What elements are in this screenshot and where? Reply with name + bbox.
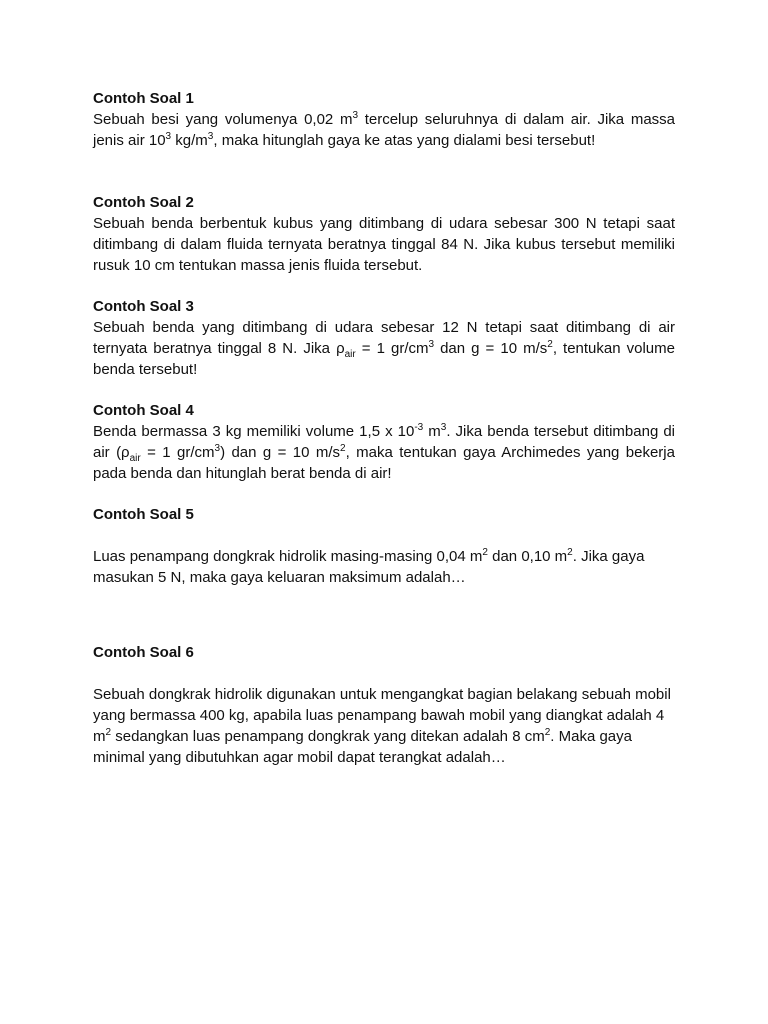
- problem-2: [93, 192, 675, 276]
- problem-4-text: Benda bermassa 3 kg memiliki volume 1,5 x $10^{-3}$ $m^3$. Jika benda tersebut ditimbang di air ($\rho_{air} = 1$ $gr/cm^3$) dan g = 10 $m/s^2$, maka tentukan gaya Archimedes yang bekerja pada benda dan hitunglah berat benda di air!: [93, 422, 676, 482]
- problem-3-text: Sebuah benda yang ditimbang di udara sebesar 12 N tetapi saat ditimbang di air ternyata beratnya tinggal 8 N. Jika $\rho_{air} = 1$ $gr/cm^3$ dan g = 10 $m/s^2$, tentukan volume benda tersebut!: [93, 319, 675, 378]
- problem-1-text: Sebuah besi yang volumenya 0,02 $m^3$ tercelup seluruhnya di dalam air. Jika massa jenis air $10^3$ $kg/m^3$, maka hitunglah gaya ke atas yang dialami besi tersebut!: [93, 110, 676, 149]
- problem-4: [93, 400, 675, 484]
- problem-6-text: Sebuah dongkrak hidrolik digunakan untuk mengangkat bagian belakang sebuah mobil yang bermassa 400 kg, apabila luas penampang bawah mobil yang diangkat adalah 4 $m^2$ sedangkan luas penampang dongkrak yang ditekan adalah 8 $cm^2$. Maka gaya minimal yang dibutuhkan agar mobil dapat terangkat adalah…: [93, 686, 671, 766]
- problem-5-title: Contoh Soal 5: [93, 506, 194, 523]
- problem-5: [93, 504, 675, 588]
- problem-2-text: Sebuah benda berbentuk kubus yang ditimbang di udara sebesar 300 N tetapi saat ditimbang di dalam fluida ternyata beratnya tinggal 84 N. Jika kubus tersebut memiliki rusuk 10 cm tentukan massa jenis fluida tersebut.: [93, 215, 675, 274]
- problem-1-title: Contoh Soal 1: [93, 90, 194, 107]
- problem-3-title: Contoh Soal 3: [93, 298, 194, 315]
- problem-2-title: Contoh Soal 2: [93, 194, 194, 211]
- problem-1: [93, 88, 675, 151]
- problem-4-title: Contoh Soal 4: [93, 402, 194, 419]
- problem-6-title: Contoh Soal 6: [93, 644, 194, 661]
- problem-3: [93, 296, 675, 380]
- problem-5-text: Luas penampang dongkrak hidrolik masing-masing 0,04 $m^2$ dan 0,10 $m^2$. Jika gaya masukan 5 N, maka gaya keluaran maksimum adalah…: [93, 547, 645, 586]
- problem-6: [93, 642, 675, 768]
